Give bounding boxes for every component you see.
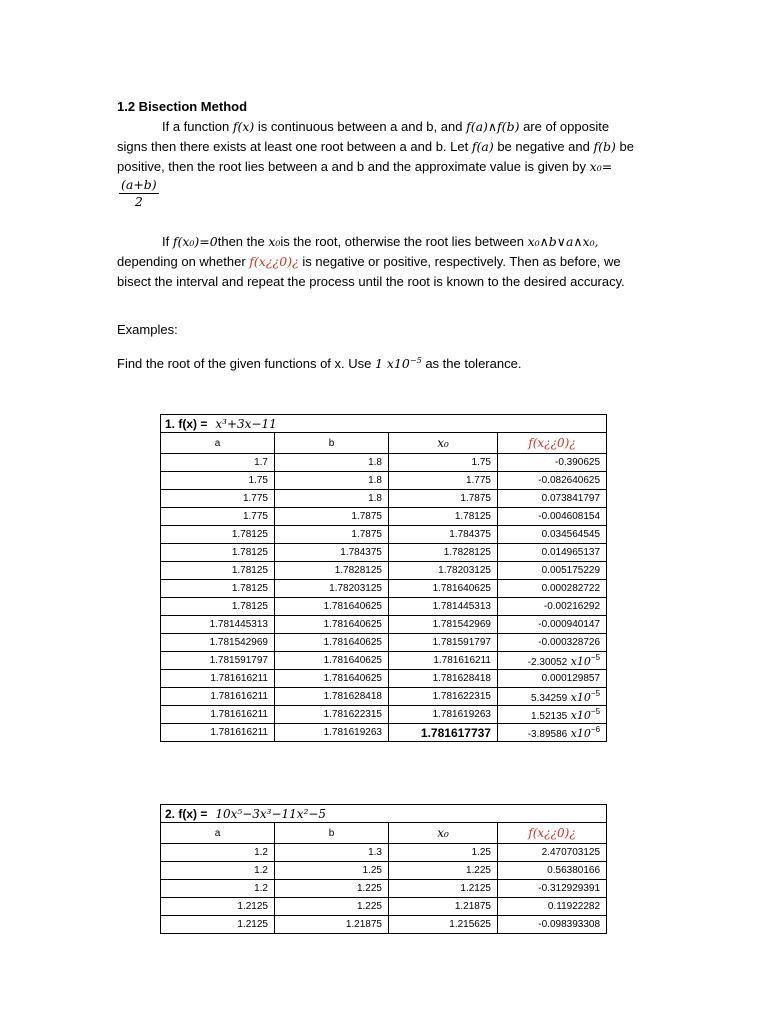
table-row (161, 670, 607, 688)
cell-a: 1.781542969 (161, 634, 275, 652)
root-condition-paragraph: If f(x₀)=0then the x₀is the root, otherwise the root lies between x₀∧b∨a∧x₀, depending on whether f(x¿¿0)¿ is negative or positive, respectively. Then as before, we bisect the interval and repeat the process until the root is known to the desired accuracy. (117, 234, 625, 289)
cell-b: 1.3 (275, 844, 389, 862)
tolerance-paragraph: Find the root of the given functions of x. Use 1 $x10^{-5}$ as the tolerance. (117, 356, 522, 371)
table-row (161, 724, 607, 742)
cell-fx0: 0.073841797 (498, 490, 607, 508)
section-title: 1.2 Bisection Method (117, 99, 248, 114)
cell-a: 1.2125 (161, 916, 275, 934)
cell-b: 1.781640625 (275, 652, 389, 670)
cell-a: 1.781616211 (161, 706, 275, 724)
cell-fx0: -3.89586 $x10^{-6}$ (498, 724, 607, 742)
cell-fx0: 0.000129857 (498, 670, 607, 688)
cell-x0: 1.78203125 (389, 562, 498, 580)
cell-x0: 1.215625 (389, 916, 498, 934)
cell-a: 1.2 (161, 880, 275, 898)
cell-x0: 1.781445313 (389, 598, 498, 616)
cell-fx0: -0.098393308 (498, 916, 607, 934)
cell-x0: 1.784375 (389, 526, 498, 544)
cell-a: 1.2 (161, 844, 275, 862)
cell-x0: 1.781640625 (389, 580, 498, 598)
cell-a: 1.781616211 (161, 670, 275, 688)
math-x0: x₀ (268, 234, 281, 249)
table-header-row (161, 823, 607, 844)
table-header-row (161, 433, 607, 454)
table-row (161, 634, 607, 652)
cell-fx0: 0.56380166 (498, 862, 607, 880)
cell-x0: 1.75 (389, 454, 498, 472)
cell-fx0: 0.005175229 (498, 562, 607, 580)
math-tolerance: 1 $x10^{-5}$ (375, 356, 422, 371)
cell-a: 1.78125 (161, 544, 275, 562)
cell-b: 1.8 (275, 472, 389, 490)
table-row (161, 706, 607, 724)
examples-label: Examples: (117, 322, 178, 337)
cell-fx0: 0.000282722 (498, 580, 607, 598)
cell-fx0: 0.014965137 (498, 544, 607, 562)
bisection-table-1 (160, 414, 607, 742)
table-row (161, 844, 607, 862)
cell-b: 1.781640625 (275, 598, 389, 616)
cell-fx0: 1.52135 $x10^{-5}$ (498, 706, 607, 724)
cell-b: 1.8 (275, 490, 389, 508)
cell-a: 1.78125 (161, 562, 275, 580)
cell-x0: 1.781622315 (389, 688, 498, 706)
column-header-x0: x₀ (389, 823, 498, 844)
table-row (161, 880, 607, 898)
math-interval: x₀∧b∨a∧x₀, (527, 234, 599, 249)
cell-fx0: -0.390625 (498, 454, 607, 472)
math-f-x0-eq0: f(x₀)=0 (172, 234, 218, 249)
cell-b: 1.25 (275, 862, 389, 880)
column-header-x0: x₀ (389, 433, 498, 454)
cell-a: 1.781591797 (161, 652, 275, 670)
cell-x0: 1.225 (389, 862, 498, 880)
column-header-a: a (161, 433, 275, 454)
cell-x0: 1.25 (389, 844, 498, 862)
cell-b: 1.21875 (275, 916, 389, 934)
cell-a: 1.7 (161, 454, 275, 472)
cell-b: 1.781640625 (275, 616, 389, 634)
cell-x0: 1.775 (389, 472, 498, 490)
cell-b: 1.781640625 (275, 670, 389, 688)
cell-b: 1.78203125 (275, 580, 389, 598)
table-row (161, 526, 607, 544)
cell-a: 1.75 (161, 472, 275, 490)
cell-a: 1.781616211 (161, 688, 275, 706)
cell-a: 1.2 (161, 862, 275, 880)
cell-b: 1.784375 (275, 544, 389, 562)
cell-x0: 1.78125 (389, 508, 498, 526)
cell-a: 1.781616211 (161, 724, 275, 742)
table-row (161, 580, 607, 598)
cell-b: 1.7875 (275, 508, 389, 526)
cell-fx0: 5.34259 $x10^{-5}$ (498, 688, 607, 706)
table-row (161, 916, 607, 934)
cell-fx0: 0.11922282 (498, 898, 607, 916)
column-header-b: b (275, 823, 389, 844)
cell-b: 1.225 (275, 898, 389, 916)
table-row (161, 862, 607, 880)
table-row (161, 652, 607, 670)
function-expression: 10x⁵−3x³−11x²−5 (215, 806, 327, 821)
cell-a: 1.781445313 (161, 616, 275, 634)
function-expression: x³+3x−11 (215, 416, 277, 431)
table-row (161, 598, 607, 616)
cell-fx0: 2.470703125 (498, 844, 607, 862)
cell-a: 1.78125 (161, 526, 275, 544)
cell-fx0: -0.312929391 (498, 880, 607, 898)
midpoint-fraction: $\frac{(a+b)}{2}$ (121, 177, 157, 209)
cell-fx0: -0.082640625 (498, 472, 607, 490)
cell-b: 1.7875 (275, 526, 389, 544)
cell-fx0: -0.004608154 (498, 508, 607, 526)
cell-x0: 1.781591797 (389, 634, 498, 652)
cell-b: 1.8 (275, 454, 389, 472)
column-header-fx0: f(x¿¿0)¿ (498, 823, 607, 844)
cell-x0: 1.781619263 (389, 706, 498, 724)
math-x0-eq: x₀= (589, 159, 613, 174)
cell-a: 1.2125 (161, 898, 275, 916)
cell-x0: 1.781617737 (389, 724, 498, 742)
cell-b: 1.225 (275, 880, 389, 898)
math-fa-and-fb: f(a)∧f(b) (466, 119, 520, 134)
cell-b: 1.781622315 (275, 706, 389, 724)
table-row (161, 562, 607, 580)
table-row (161, 898, 607, 916)
cell-x0: 1.7875 (389, 490, 498, 508)
table-row (161, 454, 607, 472)
cell-fx0: -0.00216292 (498, 598, 607, 616)
table-row (161, 688, 607, 706)
column-header-a: a (161, 823, 275, 844)
math-f-b: f(b) (593, 139, 616, 154)
column-header-fx0: f(x¿¿0)¿ (498, 433, 607, 454)
cell-x0: 1.7828125 (389, 544, 498, 562)
cell-a: 1.775 (161, 490, 275, 508)
cell-fx0: 0.034564545 (498, 526, 607, 544)
cell-a: 1.78125 (161, 580, 275, 598)
intro-paragraph: If a function f(x) is continuous between a and b, and f(a)∧f(b) are of opposite signs then there exists at least one root between a and b. Let f(a) be negative and f(b) be positive, then the root lies between a and b and the approximate value is given by x₀= $\frac{(a+b)}{2}$ (117, 119, 634, 209)
cell-x0: 1.781616211 (389, 652, 498, 670)
cell-fx0: -0.000328726 (498, 634, 607, 652)
cell-fx0: -0.000940147 (498, 616, 607, 634)
cell-a: 1.78125 (161, 598, 275, 616)
cell-b: 1.781640625 (275, 634, 389, 652)
cell-b: 1.7828125 (275, 562, 389, 580)
math-f-x0-garbled: f(x¿¿0)¿ (249, 254, 299, 269)
bisection-table-2 (160, 804, 607, 934)
table-row (161, 544, 607, 562)
table-row (161, 490, 607, 508)
cell-x0: 1.2125 (389, 880, 498, 898)
table-row (161, 472, 607, 490)
cell-b: 1.781619263 (275, 724, 389, 742)
cell-x0: 1.781628418 (389, 670, 498, 688)
function-label-row: 1. f(x) = x³+3x−11 (161, 415, 607, 433)
function-label-row: 2. f(x) = 10x⁵−3x³−11x²−5 (161, 805, 607, 823)
cell-x0: 1.781542969 (389, 616, 498, 634)
cell-x0: 1.21875 (389, 898, 498, 916)
math-f-x: f(x) (232, 119, 255, 134)
math-f-a: f(a) (471, 139, 494, 154)
cell-a: 1.775 (161, 508, 275, 526)
table-row (161, 616, 607, 634)
table-row (161, 508, 607, 526)
column-header-b: b (275, 433, 389, 454)
cell-b: 1.781628418 (275, 688, 389, 706)
cell-fx0: -2.30052 $x10^{-5}$ (498, 652, 607, 670)
